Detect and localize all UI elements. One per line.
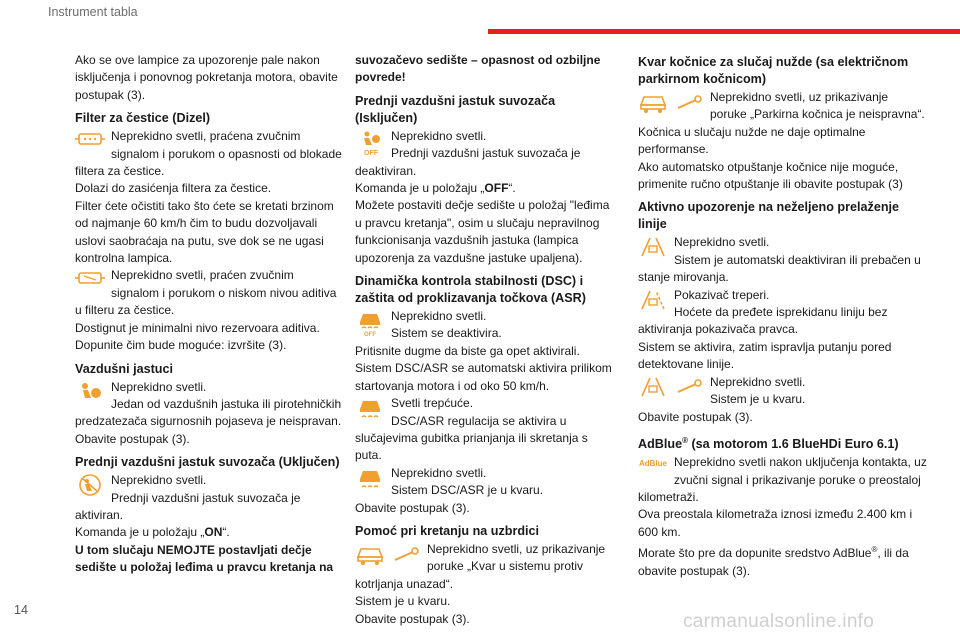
lane-p6: Neprekidno svetli. <box>710 374 806 389</box>
airbag-off-p2: Prednji vazdušni jastuk suvozača je deaktiviran. <box>355 146 581 178</box>
hill-p3: Obavite postupak (3). <box>355 611 470 626</box>
dsc-p1: Neprekidno svetli. <box>391 309 487 324</box>
lane-icon <box>638 236 668 258</box>
watermark: carmanualsonline.info <box>683 611 875 632</box>
adblue-p1: Neprekidno svetli nakon uključenja kontakta, uz zvučni signal i prikazivanje poruke o preostaloj kilometraži. <box>638 455 927 504</box>
lane-p7: Sistem je u kvaru. <box>710 392 806 407</box>
hill-assist-icons <box>355 543 421 567</box>
adblue-p3 <box>638 541 928 580</box>
heading-hill-assist: Pomoć pri kretanju na uzbrdici <box>355 523 540 538</box>
heading-particle-filter: Filter za čestice (Dizel) <box>75 111 211 126</box>
airbag-off-p3-pre: Komanda je u položaju „ <box>355 181 485 196</box>
dsc-p5: Svetli trepćuće. <box>391 396 474 411</box>
airbag-on-warning: U tom slučaju NEMOJTE postavljati dečje sedište u položaj leđima u pravcu kretanja na <box>75 542 334 575</box>
dsc-p3: Pritisnite dugme da biste ga opet aktivirali. <box>355 343 580 358</box>
filter-p6: Dopunite čim bude moguće: izvršite (3). <box>75 338 287 353</box>
lane-p4: Hoćete da pređete isprekidanu liniju bez aktiviranja pokazivača pravca. <box>638 305 888 337</box>
brake-p3: Ako automatsko otpuštanje kočnice nije moguće, primenite ručno otpuštanje ili obavite postupak (3) <box>638 159 903 192</box>
column-1 <box>75 52 343 577</box>
adblue-p2: Ova preostala kilometraža iznosi između 2.400 km i 600 km. <box>638 507 913 539</box>
filter-p3: Filter ćete očistiti tako što ćete se kretati brzinom od najmanje 60 km/h čim to budu dozvoljavali uslovi saobraćaja na putu, sve dok se ne ugasi kontrolna lampica. <box>75 198 334 266</box>
dsc-p4: Sistem DSC/ASR se automatski aktivira prilikom startovanja motora i od oko 50 km/h. <box>355 361 612 393</box>
wrench-icon <box>391 546 421 564</box>
adblue-p3-post: , ili da obavite postupak (3). <box>638 546 909 578</box>
airbags-p1: Neprekidno svetli. <box>111 379 207 394</box>
filter-additive-icon <box>75 269 105 287</box>
airbag-off-p1: Neprekidno svetli. <box>391 128 487 143</box>
dsc-off-icon <box>355 310 385 336</box>
dsc-p2: Sistem se deaktivira. <box>391 326 502 341</box>
adblue-p3-sup: ® <box>871 545 878 555</box>
header-accent-bar <box>488 29 960 34</box>
intro-text: Ako se ove lampice za upozorenje pale nakon isključenja i ponovnog pokretanja motora, obavite postupak (3). <box>75 53 338 102</box>
filter-p5: Dostignut je minimalni nivo rezervoara aditiva. <box>75 320 320 335</box>
airbag-on-p3-pre: Komanda je u položaju „ <box>75 525 205 540</box>
filter-p4: Neprekidno svetli, praćen zvučnim signalom i porukom o niskom nivou aditiva u filteru za čestice. <box>75 268 337 318</box>
brake-fault-icons <box>638 91 704 115</box>
lane-p3: Pokazivač treperi. <box>674 287 770 302</box>
airbag-off-p4: Možete postaviti dečje sedište u položaj "leđima u pravcu kretanja", osim u slučaju nepravilnog funkcionisanja vazdušnih jastuka (lampica upozorenja za vazdušne jastuke upaljena). <box>355 198 610 265</box>
adblue-p3-pre: Morate što pre da dopunite sredstvo AdBlue <box>638 546 872 561</box>
svg-text:OFF: OFF <box>364 332 376 337</box>
lane-flashing-icon <box>638 289 668 311</box>
filter-p1: Neprekidno svetli, praćena zvučnim signalom i porukom o opasnosti od blokade filtera za čestice. <box>75 129 342 179</box>
heading-front-airbag-on: Prednji vazdušni jastuk suvozača (Uključen) <box>75 455 340 470</box>
airbag-off-p3-post: “. <box>508 181 516 196</box>
airbag-icon <box>75 381 105 403</box>
dsc-flashing-icon <box>355 397 385 423</box>
lane-p1: Neprekidno svetli. <box>674 235 770 250</box>
airbag-on-label: ON <box>204 525 223 540</box>
page-number: 14 <box>14 603 28 617</box>
adblue-heading-post: (sa motorom 1.6 BlueHDi Euro 6.1) <box>687 437 899 452</box>
dsc-p8: Sistem DSC/ASR je u kvaru. <box>391 483 544 498</box>
airbag-on-p1: Neprekidno svetli. <box>111 473 207 488</box>
adblue-heading-pre: AdBlue <box>638 437 683 452</box>
adblue-icon <box>638 456 668 472</box>
brake-p1: Neprekidno svetli, uz prikazivanje poruke „Parkirna kočnica je neispravna“. <box>710 90 925 122</box>
airbag-off-p3 <box>355 180 617 197</box>
dsc-fault-icon <box>355 467 385 493</box>
adblue-icon-label: AdBlue <box>639 459 667 469</box>
heading-emergency-brake: Kvar kočnice za slučaj nužde (sa električnom parkirnom kočnicom) <box>638 55 909 86</box>
particle-filter-icon <box>75 130 105 148</box>
hill-p2: Sistem je u kvaru. <box>355 594 451 609</box>
airbag-on-p2: Prednji vazdušni jastuk suvozača je aktiviran. <box>75 490 301 522</box>
column-2 <box>355 52 617 628</box>
brake-p2: Kočnica u slučaju nužde ne daje optimalne performanse. <box>638 124 866 157</box>
airbag-on-p3 <box>75 524 343 541</box>
wrench-icon <box>674 378 704 396</box>
hill-p1: Neprekidno svetli, uz prikazivanje poruke „Kvar u sistemu protiv kotrljanja unazad“. <box>355 541 606 591</box>
heading-dsc: Dinamička kontrola stabilnosti (DSC) i zaštita od proklizavanja točkova (ASR) <box>355 274 586 306</box>
wrench-icon <box>674 94 704 112</box>
airbag-on-icon <box>75 474 105 498</box>
warning-continued: suvozačevo sedište – opasnost od ozbiljne povrede! <box>355 53 601 85</box>
dsc-p9: Obavite postupak (3). <box>355 500 470 515</box>
dsc-p7: Neprekidno svetli. <box>391 465 487 480</box>
airbag-off-icon <box>355 130 385 156</box>
section-title: Instrument tabla <box>48 5 138 19</box>
lane-fault-icons <box>638 376 704 398</box>
car-icon <box>638 91 668 115</box>
heading-front-airbag-off: Prednji vazdušni jastuk suvozača (Isključen) <box>355 93 556 125</box>
airbags-p3: Obavite postupak (3). <box>75 431 190 446</box>
adblue-heading-sup: ® <box>682 435 688 445</box>
heading-airbags: Vazdušni jastuci <box>75 361 173 376</box>
car-hill-icon <box>355 543 385 567</box>
dsc-p6: DSC/ASR regulacija se aktivira u slučajevima gubitka prianjanja ili skretanja s puta. <box>355 413 588 463</box>
airbag-off-label: OFF <box>484 181 509 196</box>
filter-p2: Dolazi do zasićenja filtera za čestice. <box>75 181 272 196</box>
airbags-p2: Jedan od vazdušnih jastuka ili pirotehničkih predzatezača sigurnosnih pojaseva je neispravan. <box>75 396 342 429</box>
heading-adblue <box>638 432 928 453</box>
lane-p8: Obavite postupak (3). <box>638 409 753 424</box>
lane-icon <box>638 376 668 398</box>
heading-lane-departure: Aktivno upozorenje na neželjeno prelaženje linije <box>638 200 900 232</box>
svg-text:OFF: OFF <box>364 149 378 156</box>
airbag-on-p3-post: “. <box>222 525 230 540</box>
lane-p2: Sistem je automatski deaktiviran ili prebačen u stanje mirovanja. <box>638 252 921 285</box>
lane-p5: Sistem se aktivira, zatim ispravlja putanju pored detektovane linije. <box>638 339 892 372</box>
column-3 <box>638 52 928 580</box>
